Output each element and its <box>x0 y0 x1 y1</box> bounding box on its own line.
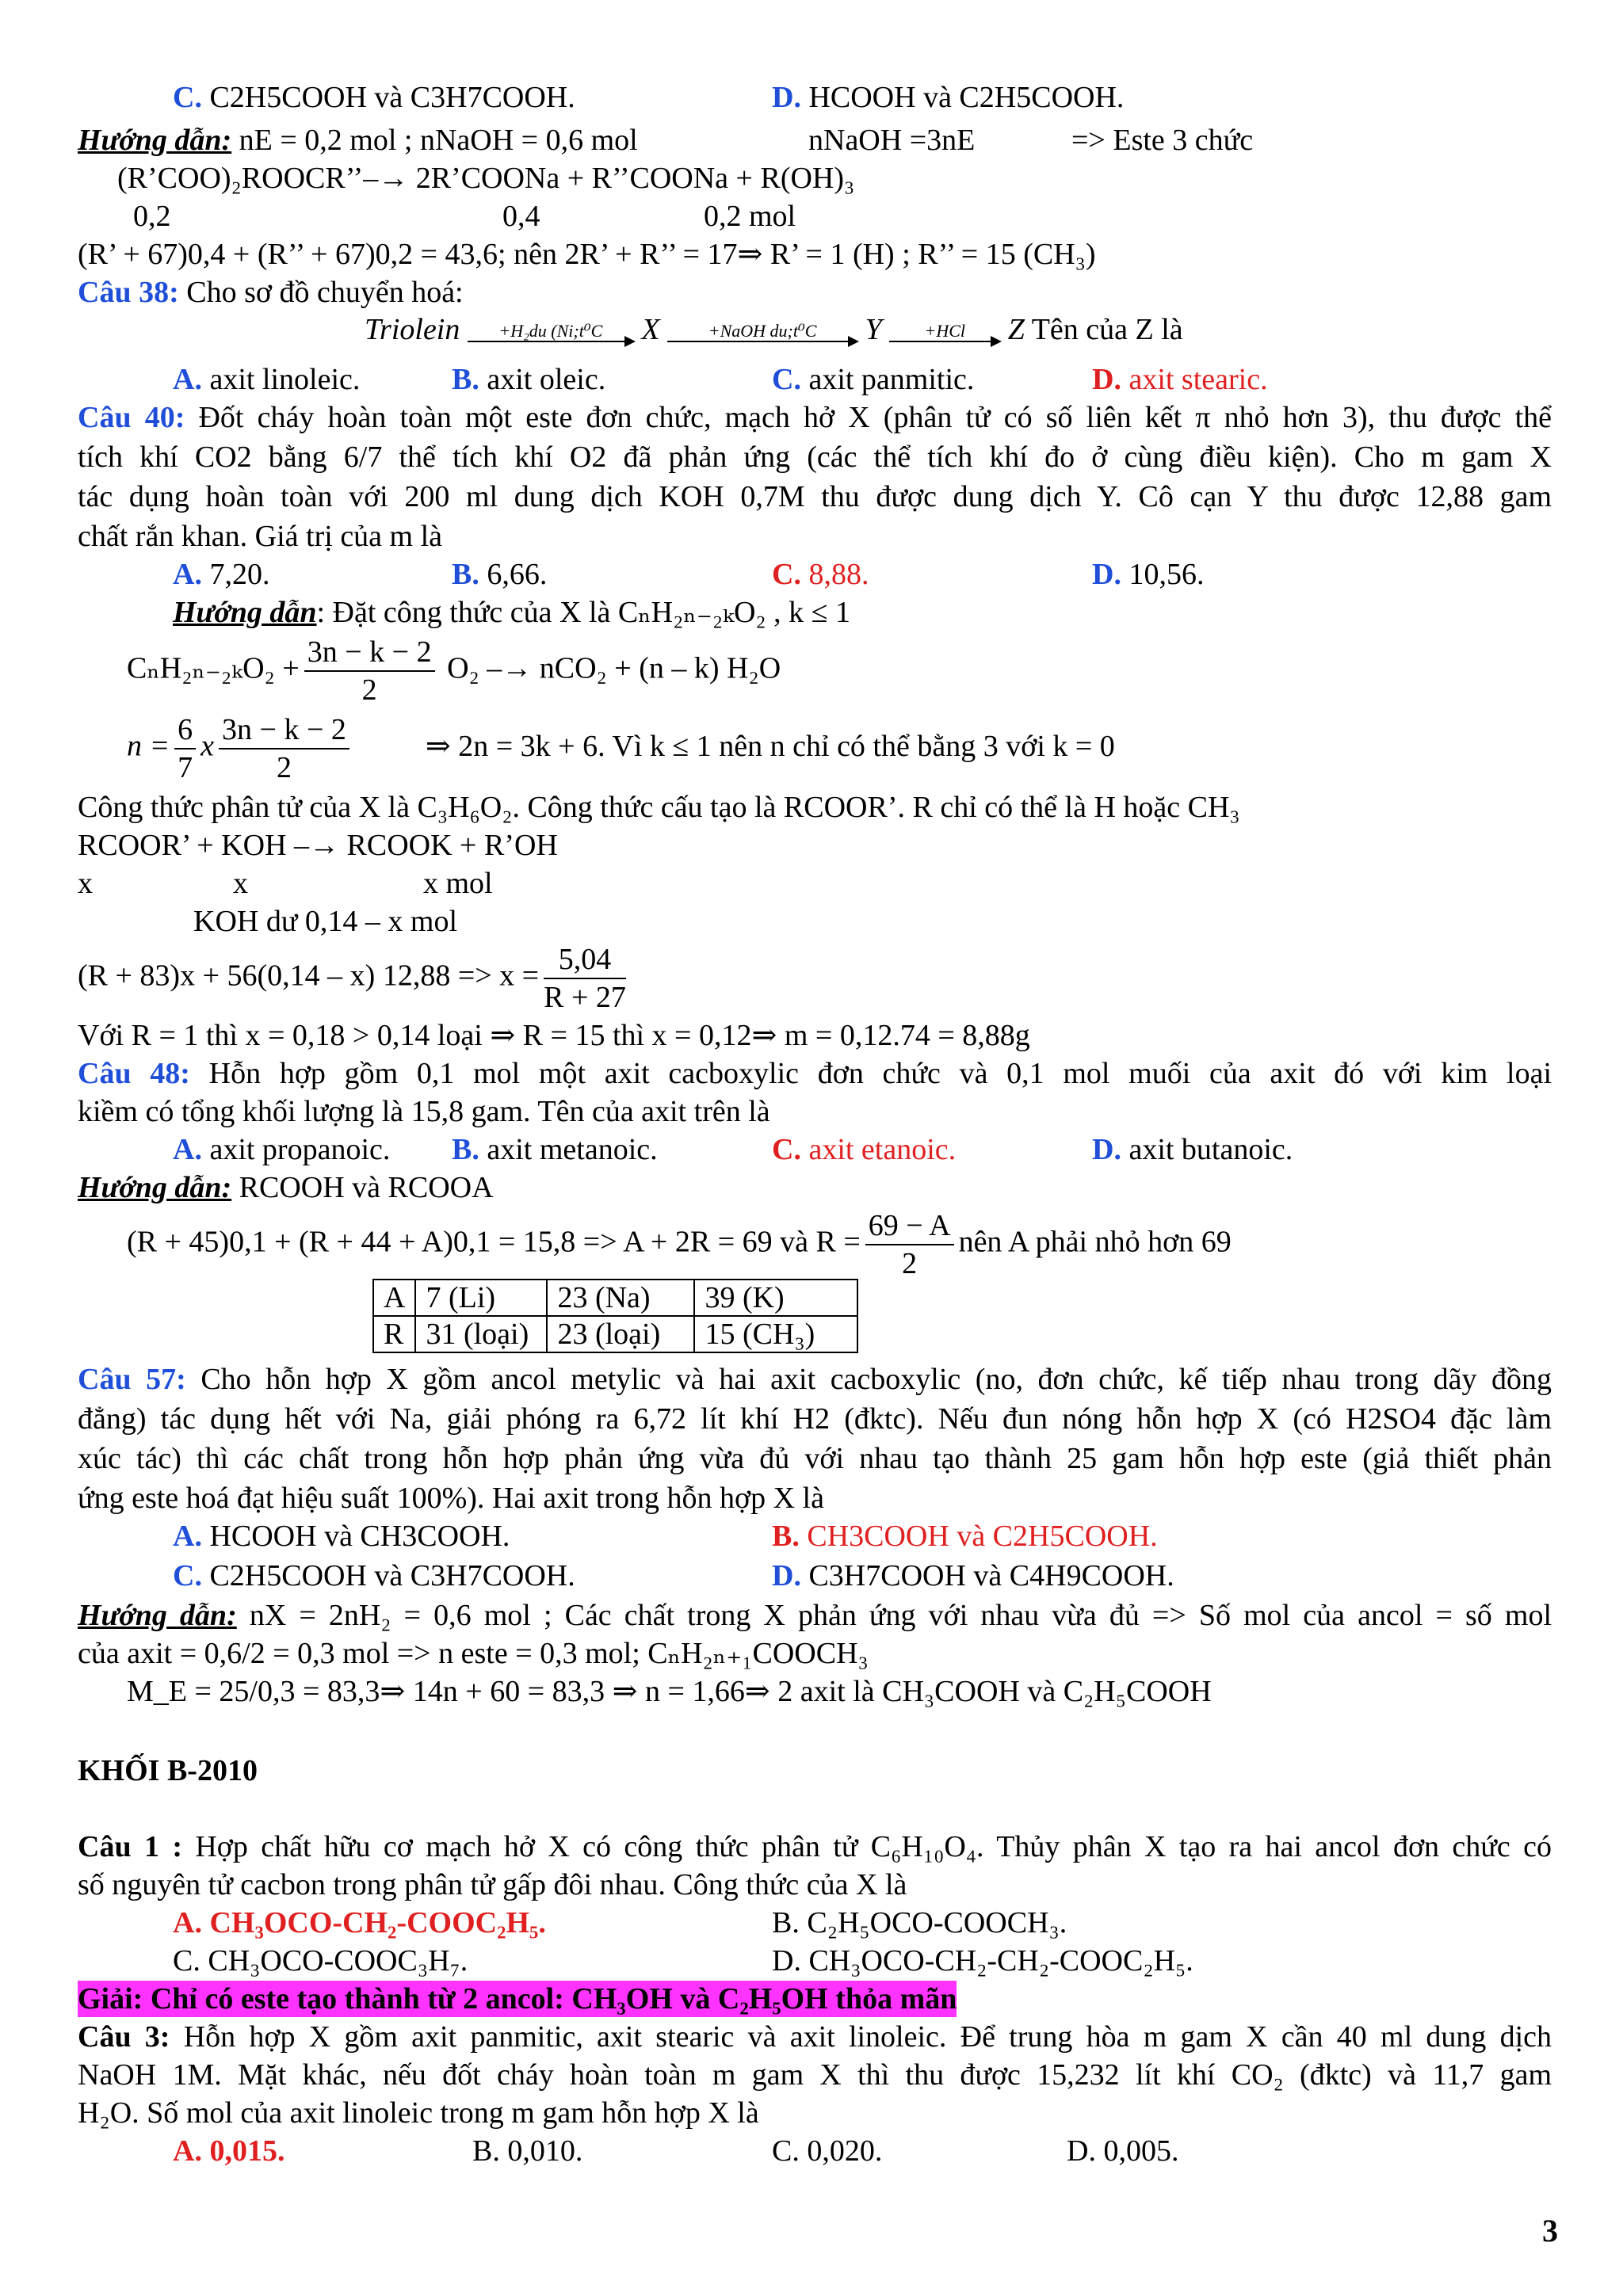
question-3-line: Câu 3: Hỗn hợp X gồm axit panmitic, axit stearic và axit linoleic. Để trung hòa m gam X cần 40 ml dung dịch <box>78 2020 1552 2054</box>
arrow <box>468 322 634 342</box>
guide-line <box>78 122 638 158</box>
question-57-line: đẳng) tác dụng hết với Na, giải phóng ra 6,72 lít khí H2 (đktc). Nếu đun nóng hỗn hợp X (có H2SO4 đặc làm <box>78 1402 1552 1436</box>
solution-text: Với R = 1 thì x = 0,18 > 0,14 loại ⇒ R = 15 thì x = 0,12⇒ m = 0,12.74 = 8,88g <box>78 1019 1030 1052</box>
solution-text: Công thức phân tử của X là C₃H₆O₂. Công thức cấu tạo là RCOOR’. R chỉ có thể là H hoặc CH₃ <box>78 791 1240 824</box>
option-b-correct: B. CH3COOH và C2H5COOH. <box>772 1520 1158 1553</box>
question-40-line: chất rắn khan. Giá trị của m là <box>78 520 443 553</box>
reactant: Triolein <box>365 313 460 346</box>
question-1-line: số nguyên tử cacbon trong phân tử gấp đôi nhau. Công thức của X là <box>78 1868 907 1901</box>
guide-text: nE = 0,2 mol ; nNaOH = 0,6 mol <box>231 124 638 157</box>
solution-text: của axit = 0,6/2 = 0,3 mol => n este = 0,3 mol; CₙH₂ₙ₊₁COOCH₃ <box>78 1637 869 1670</box>
question-3-line: H₂O. Số mol của axit linoleic trong m gam hỗn hợp X là <box>78 2096 759 2130</box>
option-d-correct: D. axit stearic. <box>1092 363 1268 396</box>
equation: (R’COO)₂ROOCR’’–→ 2R’COONa + R’’COONa + R(OH)₃ <box>117 162 855 195</box>
product: Z <box>1007 313 1025 346</box>
arrow <box>667 322 857 342</box>
guide-heading: Hướng dẫn: <box>78 124 232 157</box>
table-cell: 31 (loại) <box>415 1316 547 1352</box>
equation: RCOOR’ + KOH –→ RCOOK + R’OH <box>78 829 558 862</box>
question-57-line: Câu 57: Cho hỗn hợp X gồm ancol metylic và hai axit cacboxylic (no, đơn chức, kế tiếp nhau trong dãy đồng <box>78 1363 1552 1396</box>
option-b: B. axit metanoic. <box>452 1133 658 1166</box>
option-a: A. axit linoleic. <box>173 363 361 396</box>
option-label: D. <box>772 81 801 114</box>
intermediate: Y <box>865 313 882 346</box>
option-c: C. 0,020. <box>772 2134 883 2168</box>
option-b: B. C₂H₅OCO-COOCH₃. <box>772 1906 1067 1939</box>
question-3-line: NaOH 1M. Mặt khác, nếu đốt cháy hoàn toàn m gam X thì thu được 15,232 lít khí CO₂ (đktc) và 11,7 gam <box>78 2058 1552 2092</box>
question-number: Câu 38: <box>78 276 179 309</box>
arrow-label: +NaOH du;t⁰C <box>708 321 817 341</box>
question-text: Cho sơ đồ chuyển hoá: <box>178 276 464 309</box>
option-c <box>173 79 575 116</box>
mol-value: x <box>233 867 248 900</box>
table-cell: 39 (K) <box>694 1280 857 1316</box>
question-57-line: xúc tác) thì các chất trong hỗn hợp phản ứng vừa đủ với nhau tạo thành 25 gam hỗn hợp este (giả thiết phản <box>78 1442 1552 1475</box>
option-a-correct: A. 0,015. <box>173 2134 285 2168</box>
equation: (R + 45)0,1 + (R + 44 + A)0,1 = 15,8 => A + 2R = 69 và R = $\frac{69 - A}{2}$ nên A phải nhỏ hơn 69 <box>127 1209 1232 1280</box>
table-cell: R <box>373 1316 415 1352</box>
question-1-line: Câu 1 : Hợp chất hữu cơ mạch hở X có công thức phân tử C₆H₁₀O₄. Thủy phân X tạo ra hai ancol đơn chức có <box>78 1830 1552 1863</box>
option-text: HCOOH và C2H5COOH. <box>800 81 1125 114</box>
page-number: 3 <box>1542 2213 1558 2248</box>
question-38 <box>78 274 464 311</box>
option-a-correct: A. CH₃OCO-CH₂-COOC₂H₅. <box>173 1906 546 1939</box>
value-table <box>372 1279 858 1353</box>
solution-text: KOH dư 0,14 – x mol <box>193 905 458 938</box>
question-57-line: ứng este hoá đạt hiệu suất 100%). Hai axit trong hỗn hợp X là <box>78 1482 824 1515</box>
option-c: C. axit panmitic. <box>772 363 975 396</box>
section-heading: KHỐI B-2010 <box>78 1754 258 1787</box>
option-text: C2H5COOH và C3H7COOH. <box>201 81 575 114</box>
table-cell: 15 (CH₃) <box>694 1316 857 1352</box>
guide-text: => Este 3 chức <box>1071 124 1254 157</box>
mol-value: 0,4 <box>502 200 540 233</box>
option-c-correct: C. 8,88. <box>772 558 869 591</box>
option-d: D. axit butanoic. <box>1092 1133 1293 1166</box>
option-d: D. CH₃OCO-CH₂-CH₂-COOC₂H₅. <box>772 1944 1193 1978</box>
solution-highlight: Giải: Chỉ có este tạo thành từ 2 ancol: CH₃OH và C₂H₅OH thỏa mãn <box>78 1982 957 2016</box>
equation: n = $\frac{6}{7}$ x $\frac{3n - k - 2}{2}$ ⇒ 2n = 3k + 6. Vì k ≤ 1 nên n chỉ có thể bằng 3 với k = 0 <box>127 713 1115 784</box>
mol-value: x mol <box>423 867 493 900</box>
mol-value: 0,2 mol <box>704 200 796 233</box>
option-label: C. <box>173 81 202 114</box>
guide-line: Hướng dẫn: nX = 2nH₂ = 0,6 mol ; Các chất trong X phản ứng với nhau vừa đủ => Số mol của ancol = số mol <box>78 1599 1552 1632</box>
mol-value: x <box>78 867 93 900</box>
table-cell: 7 (Li) <box>415 1280 547 1316</box>
arrow <box>889 322 1000 342</box>
arrow-label: +H₂du (Ni;t⁰C <box>498 321 603 341</box>
question-40-line: Câu 40: Đốt cháy hoàn toàn một este đơn chức, mạch hở X (phân tử có số liên kết π nhỏ hơn 3), thu được thể <box>78 401 1552 434</box>
option-b: B. 0,010. <box>472 2134 583 2168</box>
arrow-label: +HCl <box>924 321 965 341</box>
option-a: A. 7,20. <box>173 558 270 591</box>
equation: CₙH₂ₙ₋₂ₖO₂ + $\frac{3n - k - 2}{2}$ O₂ –→ nCO₂ + (n – k) H₂O <box>127 635 781 707</box>
question-48-line: kiềm có tổng khối lượng là 15,8 gam. Tên của axit trên là <box>78 1095 770 1128</box>
table-cell: 23 (Na) <box>547 1280 694 1316</box>
reaction-scheme <box>365 311 1183 349</box>
mol-value: 0,2 <box>133 200 171 233</box>
option-c: C. C2H5COOH và C3H7COOH. <box>173 1559 575 1592</box>
option-b: B. axit oleic. <box>452 363 606 396</box>
question-40-line: tích khí CO2 bằng 6/7 thể tích khí O2 đã phản ứng (các thể tích khí đo ở cùng điều kiện). Cho m gam X <box>78 441 1552 474</box>
option-d <box>772 79 1124 116</box>
option-d: D. 0,005. <box>1067 2134 1179 2168</box>
option-b: B. 6,66. <box>452 558 548 591</box>
option-a: A. axit propanoic. <box>173 1133 391 1166</box>
option-c-correct: C. axit etanoic. <box>772 1133 957 1166</box>
table-row <box>373 1280 857 1316</box>
equation: (R’ + 67)0,4 + (R’’ + 67)0,2 = 43,6; nên 2R’ + R’’ = 17⇒ R’ = 1 (H) ; R’’ = 15 (CH₃) <box>78 238 1096 271</box>
solution-text: M_E = 25/0,3 = 83,3⇒ 14n + 60 = 83,3 ⇒ n = 1,66⇒ 2 axit là CH₃COOH và C₂H₅COOH <box>127 1675 1212 1708</box>
table-cell: 23 (loại) <box>547 1316 694 1352</box>
guide-text: nNaOH =3nE <box>808 124 976 157</box>
option-d: D. C3H7COOH và C4H9COOH. <box>772 1559 1174 1592</box>
question-40-line: tác dụng hoàn toàn với 200 ml dung dịch KOH 0,7M thu được dung dịch Y. Cô cạn Y thu được 12,88 gam <box>78 480 1552 513</box>
guide-line: Hướng dẫn: RCOOH và RCOOA <box>78 1171 494 1204</box>
option-c: C. CH₃OCO-COOC₃H₇. <box>173 1944 468 1978</box>
table-row <box>373 1316 857 1352</box>
table-cell: A <box>373 1280 415 1316</box>
equation: (R + 83)x + 56(0,14 – x) 12,88 => x = $\frac{5,04}{R + 27}$ <box>78 943 626 1014</box>
intermediate: X <box>641 313 660 346</box>
option-d: D. 10,56. <box>1092 558 1205 591</box>
option-a: A. HCOOH và CH3COOH. <box>173 1520 510 1553</box>
question-48-line: Câu 48: Hỗn hợp gồm 0,1 mol một axit cacboxylic đơn chức và 0,1 mol muối của axit đó với kim loại <box>78 1057 1552 1090</box>
guide-line: Hướng dẫn: Đặt công thức của X là CₙH₂ₙ₋₂ₖO₂ , k ≤ 1 <box>173 596 851 629</box>
question-text: Tên của Z là <box>1024 313 1183 346</box>
